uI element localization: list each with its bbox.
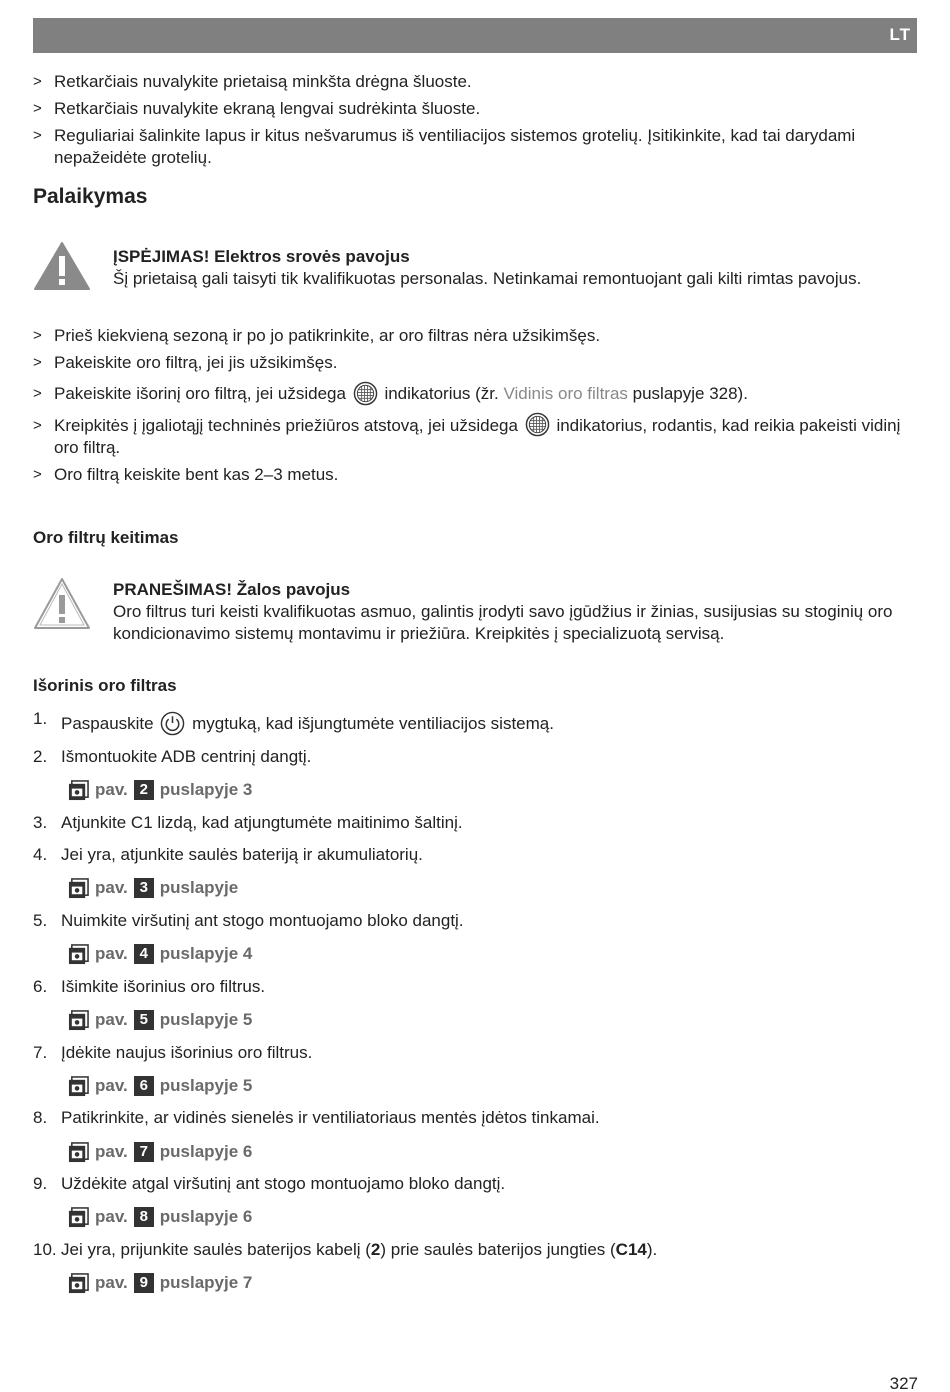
- warning-title: ĮSPĖJIMAS! Elektros srovės pavojus: [113, 247, 410, 266]
- filter-indicator-icon: [525, 412, 550, 437]
- bullet-arrow-icon: >: [33, 385, 42, 402]
- link-inner-filter[interactable]: Vidinis oro filtras: [503, 384, 628, 403]
- bullet-arrow-icon: >: [33, 466, 42, 484]
- filter-indicator-icon: [353, 381, 378, 406]
- camera-icon: [68, 1207, 89, 1228]
- figure-reference[interactable]: pav. 3 puslapyje: [68, 877, 238, 899]
- list-item: > Retkarčiais nuvalykite prietaisą minkšta drėgna šluoste.: [33, 72, 472, 91]
- power-button-icon: [160, 711, 185, 736]
- bullet-arrow-icon: >: [33, 327, 42, 344]
- camera-icon: [68, 944, 89, 965]
- list-item: > Pakeiskite oro filtrą, jei jis užsikimšęs.: [33, 353, 338, 372]
- bullet-arrow-icon: >: [33, 127, 42, 144]
- figure-reference[interactable]: pav. 7 puslapyje 6: [68, 1141, 252, 1163]
- page-number: 327: [889, 1374, 918, 1392]
- list-item: > Reguliariai šalinkite lapus ir kitus nešvarumus iš ventiliacijos sistemos grotelių. Įsitikinkite, kad tai darydami nepažeidėte grotelių.: [33, 126, 856, 167]
- list-item: > Pakeiskite išorinį oro filtrą, jei užsidega indikatorius (žr. Vidinis oro filtras puslapyje 328).: [33, 383, 913, 406]
- camera-icon: [68, 1142, 89, 1163]
- list-item: > Prieš kiekvieną sezoną ir po jo patikrinkite, ar oro filtras nėra užsikimšęs.: [33, 326, 601, 345]
- header-bar: [33, 18, 917, 53]
- bullet-arrow-icon: >: [33, 73, 42, 90]
- section-title-maintenance: Palaikymas: [33, 185, 148, 208]
- maintenance-bullet-list: [33, 325, 913, 491]
- notice-title: PRANEŠIMAS! Žalos pavojus: [113, 580, 351, 599]
- bullet-arrow-icon: >: [33, 100, 42, 117]
- warning-triangle-icon: [33, 240, 91, 292]
- camera-icon: [68, 878, 89, 899]
- camera-icon: [68, 1076, 89, 1097]
- notice-text: Oro filtrus turi keisti kvalifikuotas asmuo, galintis įrodyti savo įgūdžius ir žinias, susijusias su stoginių oro kondicionavimo sistemų montavimu ir priežiūra. Kreipkitės į specializuotą servisą.: [113, 602, 893, 643]
- figure-reference[interactable]: pav. 4 puslapyje 4: [68, 943, 252, 965]
- camera-icon: [68, 1273, 89, 1294]
- language-code: LT: [889, 25, 911, 44]
- section-title-outer-filter: Išorinis oro filtras: [33, 676, 177, 695]
- notice-box: [33, 575, 913, 645]
- camera-icon: [68, 780, 89, 801]
- list-item: > Retkarčiais nuvalykite ekraną lengvai sudrėkinta šluoste.: [33, 99, 481, 118]
- notice-triangle-icon: [33, 575, 91, 631]
- bullet-arrow-icon: >: [33, 354, 42, 371]
- figure-reference[interactable]: pav. 8 puslapyje 6: [68, 1206, 252, 1228]
- figure-reference[interactable]: pav. 2 puslapyje 3: [68, 779, 252, 801]
- figure-reference[interactable]: pav. 6 puslapyje 5: [68, 1075, 252, 1097]
- list-item: > Oro filtrą keiskite bent kas 2–3 metus.: [33, 465, 339, 485]
- bullet-arrow-icon: >: [33, 416, 42, 434]
- warning-text: Šį prietaisą gali taisyti tik kvalifikuotas personalas. Netinkamai remontuojant gali kilti rimtas pavojus.: [113, 269, 862, 288]
- warning-box: [33, 240, 913, 296]
- intro-bullet-list: [33, 71, 913, 174]
- figure-reference[interactable]: pav. 9 puslapyje 7: [68, 1272, 252, 1294]
- section-title-filter-change: Oro filtrų keitimas: [33, 528, 179, 547]
- figure-reference[interactable]: pav. 5 puslapyje 5: [68, 1009, 252, 1031]
- camera-icon: [68, 1010, 89, 1031]
- list-item: > Kreipkitės į įgaliotąjį techninės priežiūros atstovą, jei užsidega indikatorius, rodantis, kad reikia pakeisti vidinį oro filtrą.: [33, 415, 913, 460]
